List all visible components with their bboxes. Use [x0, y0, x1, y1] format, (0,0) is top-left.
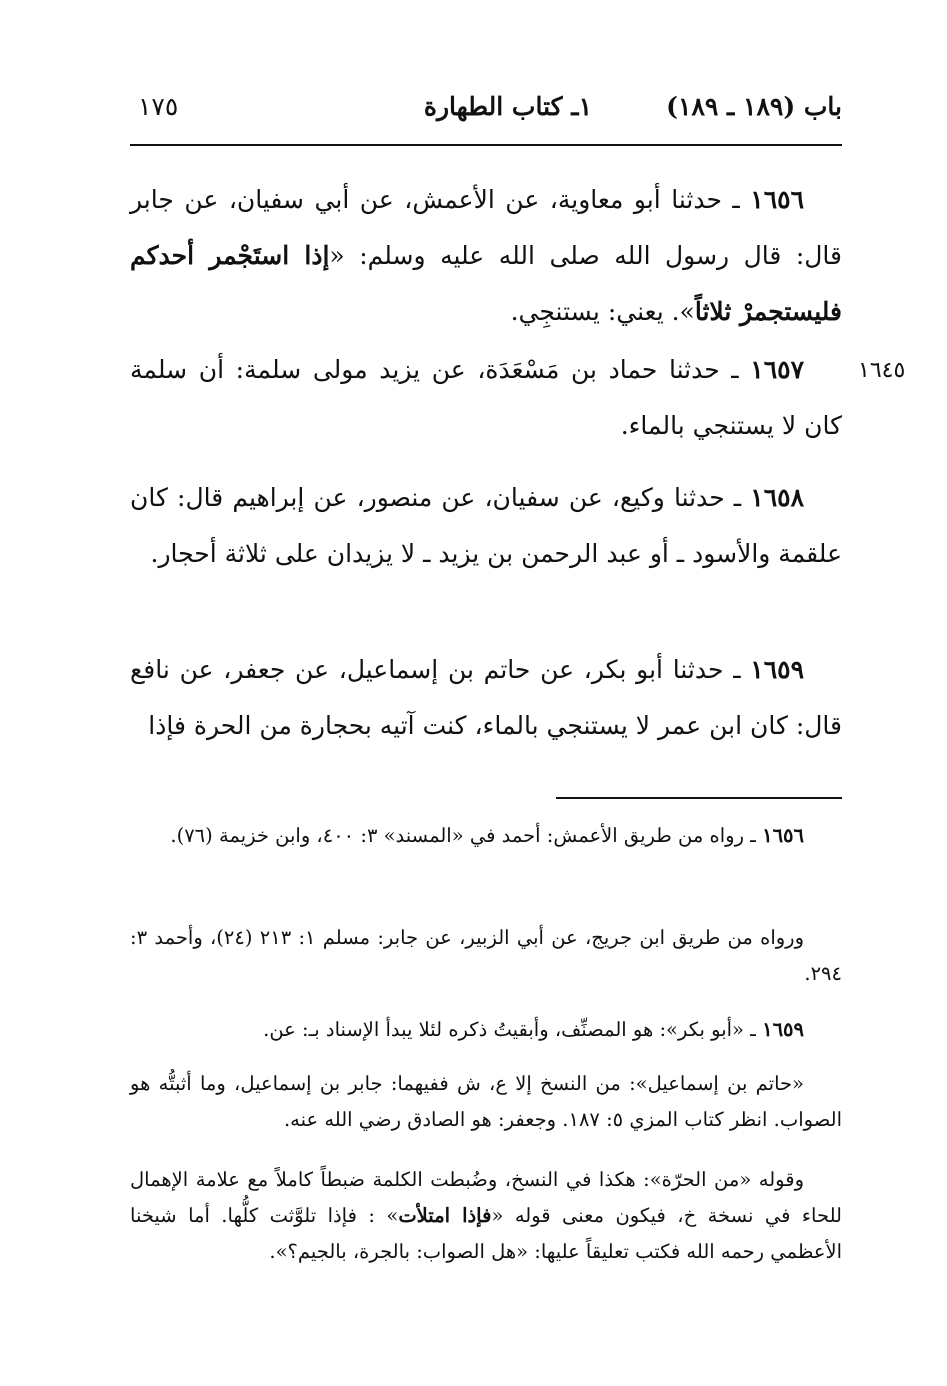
- hadith-text: ـ حدثنا وكيع، عن سفيان، عن منصور، عن إبراهيم قال: كان علقمة والأسود ـ أو عبد الرحمن بن يزيد ـ لا يزيدان على ثلاثة أحجار.: [130, 483, 842, 568]
- footnote-text: «حاتم بن إسماعيل»: من النسخ إلا ع، ش ففيهما: جابر بن إسماعيل، وما أثبتُّه هو الصواب. انظر كتاب المزي ٥: ١٨٧. وجعفر: هو الصادق رضي الله عنه.: [130, 1072, 842, 1131]
- footnote-number: ١٦٥٦: [762, 824, 804, 847]
- hadith-number: ١٦٥٦: [750, 185, 804, 214]
- footnote-quote-bold: فإذا امتلأت: [398, 1204, 492, 1227]
- hadith-quote-bold: إذا استَجْمر أحدكم فليستجمرْ ثلاثاً: [130, 241, 842, 326]
- footnote: [130, 818, 842, 854]
- book-title: ١ـ كتاب الطهارة: [423, 92, 592, 121]
- footnote-text-end: » : فإذا تلوَّثت كلُّها. أما شيخنا الأعظمي رحمه الله فكتب تعليقاً عليها: «هل الصواب: بالجرة، بالجيم؟».: [130, 1204, 842, 1263]
- footnote-divider: [556, 797, 842, 799]
- footnote-number: ١٦٥٩: [762, 1018, 804, 1041]
- hadith-number: ١٦٥٩: [750, 655, 804, 684]
- hadith-text-end: ». يعني: يستنجِي.: [510, 297, 695, 326]
- hadith-paragraph: [130, 172, 842, 340]
- hadith-paragraph: [130, 470, 842, 582]
- hadith-text: ـ حدثنا حماد بن مَسْعَدَة، عن يزيد مولى سلمة: أن سلمة كان لا يستنجي بالماء.: [130, 355, 842, 440]
- footnote-text: ـ «أبو بكر»: هو المصنِّف، وأبقيتُ ذكره لئلا يبدأ الإسناد بـ: عن.: [263, 1018, 763, 1041]
- hadith-paragraph: [130, 642, 842, 754]
- footnote-text: ـ رواه من طريق الأعمش: أحمد في «المسند» ٣: ٤٠٠، وابن خزيمة (٧٦).: [170, 824, 763, 847]
- hadith-paragraph: [130, 342, 842, 454]
- footnote: [130, 920, 842, 992]
- chapter-title: باب (١٨٩ ـ ١٨٩): [666, 92, 842, 121]
- margin-reference-number: ١٦٤٥: [858, 358, 906, 383]
- footnote: [130, 1066, 842, 1138]
- hadith-number: ١٦٥٨: [750, 483, 804, 512]
- footnote: [130, 1162, 842, 1270]
- hadith-text: ـ حدثنا أبو بكر، عن حاتم بن إسماعيل، عن جعفر، عن نافع قال: كان ابن عمر لا يستنجي بالماء، كنت آتيه بحجارة من الحرة فإذا: [130, 655, 842, 740]
- page-number: ١٧٥: [138, 92, 179, 121]
- header-divider: [130, 144, 842, 146]
- footnote: [130, 1012, 842, 1048]
- hadith-text: ـ حدثنا أبو معاوية، عن الأعمش، عن أبي سفيان، عن جابر قال: قال رسول الله صلى الله عليه وسلم: «: [130, 185, 842, 270]
- footnote-text: وقوله «من الحرّة»: هكذا في النسخ، وضُبطت الكلمة ضبطاً كاملاً مع علامة الإهمال للحاء في نسخة خ، فيكون معنى قوله «: [130, 1168, 842, 1227]
- hadith-number: ١٦٥٧: [750, 355, 804, 384]
- running-header: [130, 92, 842, 136]
- footnote-text: ورواه من طريق ابن جريج، عن أبي الزبير، عن جابر: مسلم ١: ٢١٣ (٢٤)، وأحمد ٣: ٢٩٤.: [130, 926, 842, 985]
